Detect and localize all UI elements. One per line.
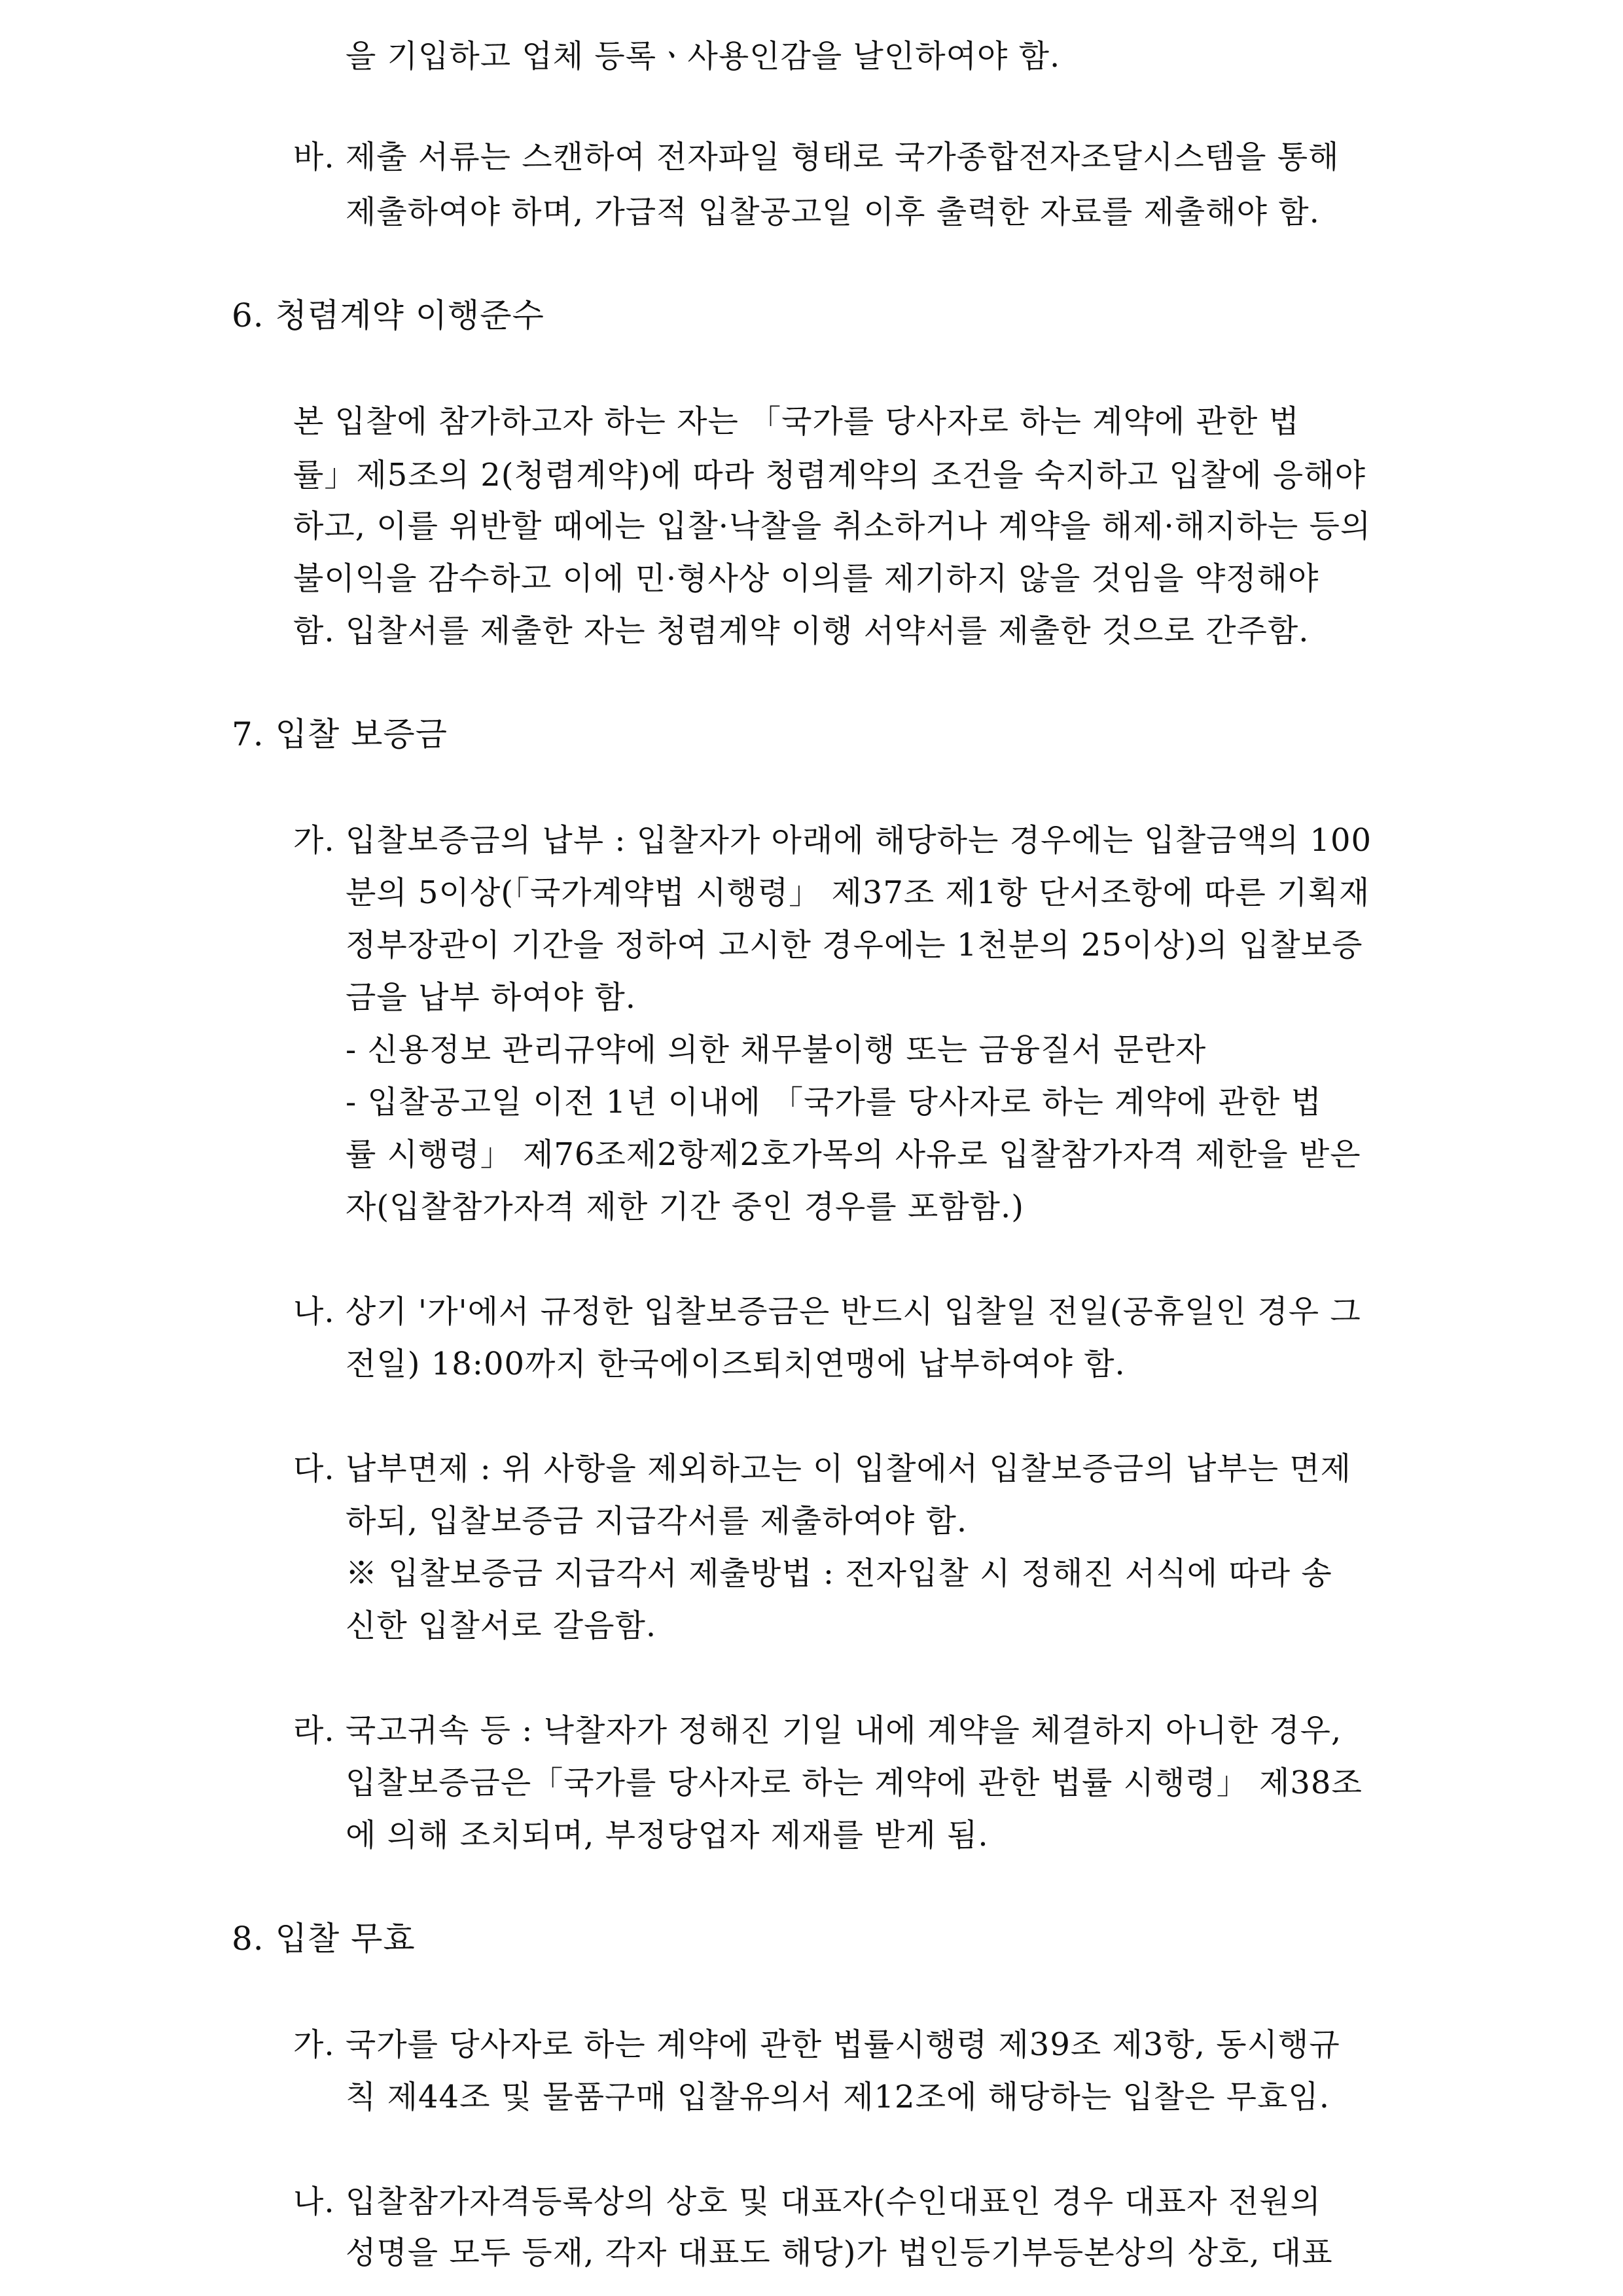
section-7-ra-line-3: 에 의해 조치되며, 부정당업자 제재를 받게 됨. (346, 1817, 989, 1854)
section-7-ga-line-4: 금을 납부 하여야 함. (346, 979, 636, 1016)
section-8-title: 8. 입찰 무효 (232, 1920, 416, 1958)
section-7-na-line-2: 전일) 18:00까지 한국에이즈퇴치연맹에 납부하여야 함. (346, 1346, 1126, 1382)
item-ba-continuation: 을 기입하고 업체 등록ㆍ사용인감을 날인하여야 함. (346, 38, 1061, 75)
section-8-na-line-1: 나. 입찰참가자격등록상의 상호 및 대표자(수인대표인 경우 대표자 전원의 (293, 2183, 1321, 2220)
item-ba-line-2: 제출하여야 하며, 가급적 입찰공고일 이후 출력한 자료를 제출해야 함. (346, 194, 1320, 230)
section-8-na-line-2: 성명을 모두 등재, 각자 대표도 해당)가 법인등기부등본상의 상호, 대표 (346, 2234, 1333, 2271)
section-8-ga-line-1: 가. 국가를 당사자로 하는 계약에 관한 법률시행령 제39조 제3항, 동시행규 (293, 2026, 1340, 2063)
section-6-line-5: 함. 입찰서를 제출한 자는 청렴계약 이행 서약서를 제출한 것으로 간주함. (293, 613, 1310, 649)
section-7-na-line-1: 나. 상기 '가'에서 규정한 입찰보증금은 반드시 입찰일 전일(공휴일인 경우 그 (293, 1293, 1361, 1330)
section-7-ra-line-1: 라. 국고귀속 등 : 낙찰자가 정해진 기일 내에 계약을 체결하지 아니한 경우, (293, 1712, 1342, 1749)
section-6-line-2: 률」제5조의 2(청렴계약)에 따라 청렴계약의 조건을 숙지하고 입찰에 응해야 (293, 457, 1366, 493)
section-7-ga-line-5: - 신용정보 관리규약에 의한 채무불이행 또는 금융질서 문란자 (346, 1031, 1207, 1068)
section-7-title: 7. 입찰 보증금 (232, 715, 448, 753)
section-6-line-4: 불이익을 감수하고 이에 민·형사상 이의를 제기하지 않을 것임을 약정해야 (293, 560, 1319, 597)
section-8-ga-line-2: 칙 제44조 및 물품구매 입찰유의서 제12조에 해당하는 입찰은 무효임. (346, 2079, 1330, 2115)
item-ba-line-1: 바. 제출 서류는 스캔하여 전자파일 형태로 국가종합전자조달시스템을 통해 (293, 139, 1340, 175)
section-7-da-line-3: ※ 입찰보증금 지급각서 제출방법 : 전자입찰 시 정해진 서식에 따라 송 (346, 1555, 1332, 1592)
section-6-title: 6. 청렴계약 이행준수 (232, 296, 544, 334)
section-7-da-line-1: 다. 납부면제 : 위 사항을 제외하고는 이 입찰에서 입찰보증금의 납부는 면제 (293, 1450, 1352, 1487)
section-7-ga-line-2: 분의 5이상(「국가계약법 시행령」 제37조 제1항 단서조항에 따른 기획재 (346, 874, 1370, 911)
section-7-da-line-4: 신한 입찰서로 갈음함. (346, 1607, 657, 1644)
section-7-ga-line-3: 정부장관이 기간을 정하여 고시한 경우에는 1천분의 25이상)의 입찰보증 (346, 927, 1363, 963)
section-7-ga-line-6: - 입찰공고일 이전 1년 이내에 「국가를 당사자로 하는 계약에 관한 법 (346, 1084, 1322, 1121)
section-6-line-1: 본 입찰에 참가하고자 하는 자는 「국가를 당사자로 하는 계약에 관한 법 (293, 403, 1300, 440)
section-7-ga-line-1: 가. 입찰보증금의 납부 : 입찰자가 아래에 해당하는 경우에는 입찰금액의 100 (293, 822, 1372, 859)
section-7-ra-line-2: 입찰보증금은「국가를 당사자로 하는 계약에 관한 법률 시행령」 제38조 (346, 1765, 1363, 1801)
section-7-ga-line-8: 자(입찰참가자격 제한 기간 중인 경우를 포함함.) (346, 1189, 1024, 1225)
section-6-line-3: 하고, 이를 위반할 때에는 입찰·낙찰을 취소하거나 계약을 해제·해지하는 등의 (293, 508, 1372, 545)
section-7-ga-line-7: 률 시행령」 제76조제2항제2호가목의 사유로 입찰참가자격 제한을 받은 (346, 1136, 1361, 1173)
section-7-da-line-2: 하되, 입찰보증금 지급각서를 제출하여야 함. (346, 1503, 968, 1539)
